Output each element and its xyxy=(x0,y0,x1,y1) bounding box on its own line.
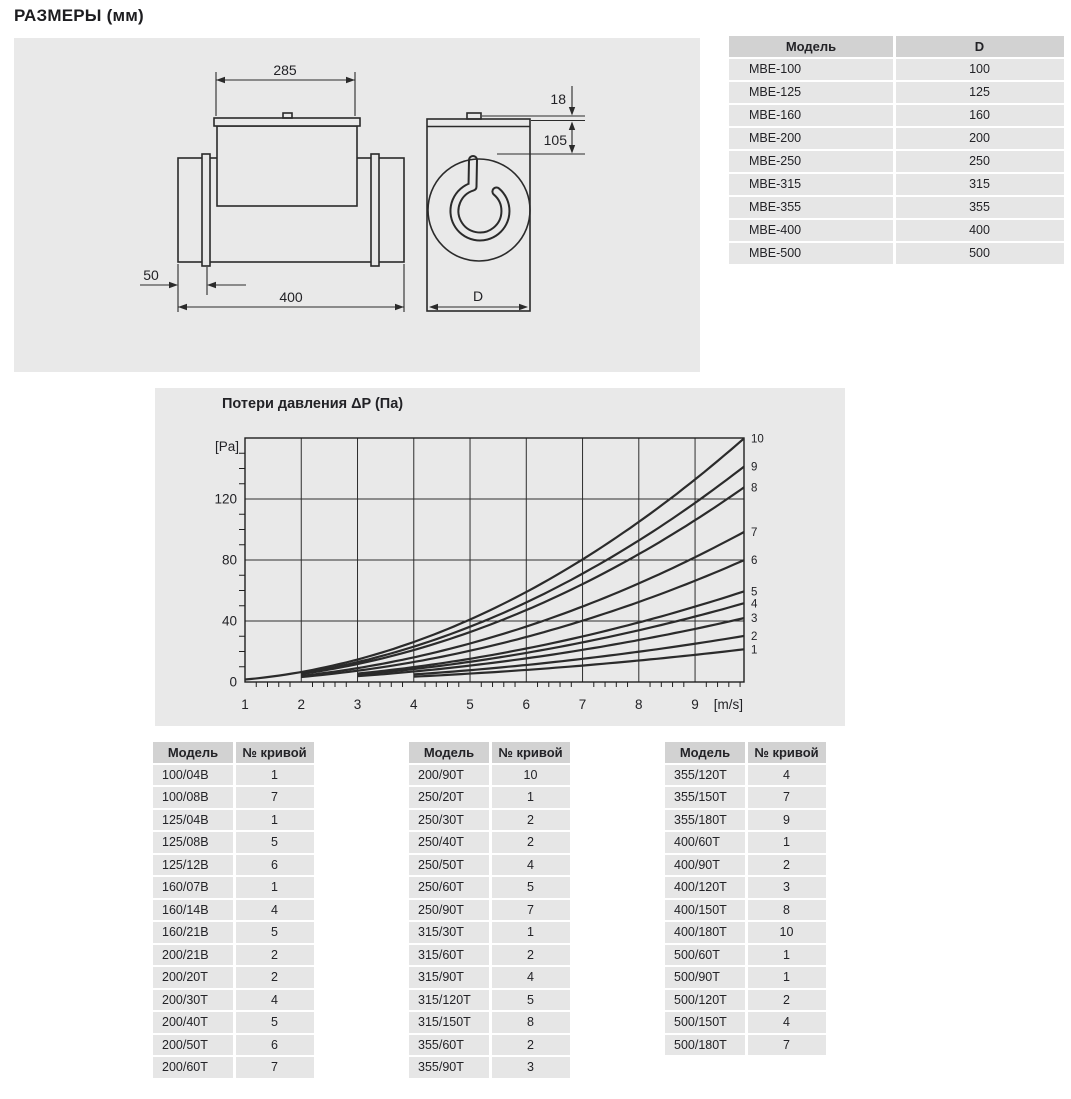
model-cell: 200/60T xyxy=(153,1057,233,1078)
table-row xyxy=(665,832,826,853)
curve-label-3: 3 xyxy=(751,613,758,626)
table-row xyxy=(729,174,1064,195)
model-cell: MBE-355 xyxy=(729,197,893,218)
pressure-curve-10 xyxy=(245,438,744,679)
pressure-loss-chart xyxy=(155,388,845,726)
side-view-lid-tab xyxy=(467,113,481,119)
x-tick-label: 4 xyxy=(410,697,418,712)
value-cell: 7 xyxy=(748,1035,826,1056)
table-row xyxy=(729,105,1064,126)
table-row xyxy=(409,832,570,853)
model-cell: 250/60T xyxy=(409,877,489,898)
value-cell: 2 xyxy=(748,990,826,1011)
dim-18-105-lines xyxy=(482,86,585,154)
dim-label-18: 18 xyxy=(550,91,566,107)
table-row xyxy=(409,1057,570,1078)
value-cell: 1 xyxy=(748,832,826,853)
chart-title: Потери давления ΔP (Па) xyxy=(222,396,404,412)
model-cell: 200/50T xyxy=(153,1035,233,1056)
curve-label-9: 9 xyxy=(751,461,758,474)
front-view-terminal-box xyxy=(217,126,357,206)
model-diameter-table xyxy=(729,36,1064,266)
curve-label-10: 10 xyxy=(751,433,764,446)
model-cell: 400/90T xyxy=(665,855,745,876)
value-cell: 500 xyxy=(896,243,1064,264)
table-row xyxy=(729,82,1064,103)
value-cell: 5 xyxy=(236,922,314,943)
table-row xyxy=(729,243,1064,264)
model-cell: 125/08B xyxy=(153,832,233,853)
table-row xyxy=(153,1057,314,1078)
value-cell: 2 xyxy=(236,967,314,988)
table-row xyxy=(665,877,826,898)
model-cell: 315/150T xyxy=(409,1012,489,1033)
table-row xyxy=(409,990,570,1011)
model-cell: 400/120T xyxy=(665,877,745,898)
table-row xyxy=(153,877,314,898)
model-cell: 125/12B xyxy=(153,855,233,876)
dim-285-lines xyxy=(216,72,355,116)
table-row xyxy=(729,151,1064,172)
dimensions-drawing-panel xyxy=(14,38,700,372)
curve-label-4: 4 xyxy=(751,598,758,611)
curve-label-6: 6 xyxy=(751,555,758,568)
value-cell: 1 xyxy=(748,967,826,988)
model-cell: 250/30T xyxy=(409,810,489,831)
value-cell: 400 xyxy=(896,220,1064,241)
table-row xyxy=(665,810,826,831)
curve-label-8: 8 xyxy=(751,482,758,495)
model-cell: 400/60T xyxy=(665,832,745,853)
model-cell: 200/20T xyxy=(153,967,233,988)
model-cell: 250/90T xyxy=(409,900,489,921)
model-cell: 500/60T xyxy=(665,945,745,966)
model-cell: 400/180T xyxy=(665,922,745,943)
table-row xyxy=(665,1035,826,1056)
table-row xyxy=(665,945,826,966)
model-cell: 400/150T xyxy=(665,900,745,921)
value-cell: 5 xyxy=(492,877,570,898)
model-cell: MBE-250 xyxy=(729,151,893,172)
value-cell: 250 xyxy=(896,151,1064,172)
value-cell: 6 xyxy=(236,1035,314,1056)
front-view-left-flange xyxy=(202,154,210,266)
y-tick-label: 40 xyxy=(221,613,237,629)
value-cell: 4 xyxy=(492,967,570,988)
value-cell: 10 xyxy=(492,765,570,786)
table-header-row xyxy=(729,36,1064,57)
y-tick-label: 80 xyxy=(221,552,237,568)
value-cell: 7 xyxy=(748,787,826,808)
x-tick-label: 1 xyxy=(241,697,249,712)
table-row xyxy=(665,1012,826,1033)
table-row xyxy=(153,810,314,831)
table-row xyxy=(729,197,1064,218)
value-cell: 4 xyxy=(492,855,570,876)
value-cell: 2 xyxy=(492,810,570,831)
table-row xyxy=(153,1035,314,1056)
dim-label-D: D xyxy=(472,288,484,304)
column-header: Модель xyxy=(729,36,893,57)
table-row xyxy=(729,128,1064,149)
table-row xyxy=(665,967,826,988)
curve-table-1 xyxy=(153,742,314,1080)
value-cell: 1 xyxy=(236,765,314,786)
y-axis-unit-label: [Pa] xyxy=(214,439,239,454)
curve-label-5: 5 xyxy=(751,586,758,599)
model-cell: 200/21B xyxy=(153,945,233,966)
model-cell: 125/04B xyxy=(153,810,233,831)
table-row xyxy=(153,855,314,876)
x-tick-label: 9 xyxy=(691,697,699,712)
value-cell: 355 xyxy=(896,197,1064,218)
table-row xyxy=(153,900,314,921)
model-cell: 500/150T xyxy=(665,1012,745,1033)
page-title: РАЗМЕРЫ (мм) xyxy=(14,6,144,25)
y-tick-label: 120 xyxy=(214,491,237,507)
model-cell: 355/120T xyxy=(665,765,745,786)
value-cell: 3 xyxy=(748,877,826,898)
value-cell: 1 xyxy=(748,945,826,966)
column-header: № кривой xyxy=(236,742,314,763)
y-tick-label: 0 xyxy=(229,674,237,690)
table-row xyxy=(665,765,826,786)
table-header-row xyxy=(153,742,314,763)
model-cell: MBE-500 xyxy=(729,243,893,264)
curve-label-1: 1 xyxy=(751,644,758,657)
value-cell: 1 xyxy=(236,877,314,898)
front-view-box-lid xyxy=(214,118,360,126)
table-row xyxy=(409,877,570,898)
model-cell: 315/30T xyxy=(409,922,489,943)
model-cell: 160/07B xyxy=(153,877,233,898)
model-cell: 200/30T xyxy=(153,990,233,1011)
value-cell: 8 xyxy=(492,1012,570,1033)
dim-label-285: 285 xyxy=(273,62,297,78)
x-tick-label: 3 xyxy=(353,697,362,712)
model-cell: 160/21B xyxy=(153,922,233,943)
table-row xyxy=(409,810,570,831)
front-view-right-flange xyxy=(371,154,379,266)
value-cell: 160 xyxy=(896,105,1064,126)
model-cell: 500/90T xyxy=(665,967,745,988)
curve-label-2: 2 xyxy=(751,630,758,643)
table-row xyxy=(409,967,570,988)
table-row xyxy=(729,59,1064,80)
value-cell: 4 xyxy=(236,900,314,921)
model-cell: 200/40T xyxy=(153,1012,233,1033)
model-cell: MBE-315 xyxy=(729,174,893,195)
column-header: D xyxy=(896,36,1064,57)
model-cell: MBE-100 xyxy=(729,59,893,80)
value-cell: 8 xyxy=(748,900,826,921)
model-cell: 200/90T xyxy=(409,765,489,786)
value-cell: 2 xyxy=(236,945,314,966)
value-cell: 1 xyxy=(492,787,570,808)
table-row xyxy=(153,922,314,943)
model-cell: 355/90T xyxy=(409,1057,489,1078)
side-view-duct-circle xyxy=(428,159,530,261)
model-cell: 100/08B xyxy=(153,787,233,808)
side-view-outline xyxy=(427,119,530,311)
table-row xyxy=(665,900,826,921)
dim-label-50: 50 xyxy=(143,267,159,283)
value-cell: 9 xyxy=(748,810,826,831)
table-row xyxy=(409,945,570,966)
value-cell: 5 xyxy=(492,990,570,1011)
value-cell: 200 xyxy=(896,128,1064,149)
curve-table-2 xyxy=(409,742,570,1080)
value-cell: 7 xyxy=(492,900,570,921)
model-cell: MBE-200 xyxy=(729,128,893,149)
value-cell: 1 xyxy=(492,922,570,943)
value-cell: 100 xyxy=(896,59,1064,80)
table-header-row xyxy=(665,742,826,763)
table-row xyxy=(409,855,570,876)
model-cell: MBE-400 xyxy=(729,220,893,241)
model-cell: 355/60T xyxy=(409,1035,489,1056)
column-header: № кривой xyxy=(748,742,826,763)
model-cell: 315/90T xyxy=(409,967,489,988)
table-row xyxy=(665,787,826,808)
value-cell: 7 xyxy=(236,1057,314,1078)
value-cell: 4 xyxy=(748,765,826,786)
x-tick-label: 7 xyxy=(578,697,587,712)
value-cell: 4 xyxy=(236,990,314,1011)
table-row xyxy=(153,832,314,853)
value-cell: 2 xyxy=(492,945,570,966)
pressure-curve-4 xyxy=(358,603,745,674)
table-row xyxy=(409,787,570,808)
table-row xyxy=(153,765,314,786)
model-cell: 500/180T xyxy=(665,1035,745,1056)
value-cell: 5 xyxy=(236,1012,314,1033)
pressure-loss-chart-panel xyxy=(155,388,845,726)
column-header: Модель xyxy=(409,742,489,763)
table-row xyxy=(409,765,570,786)
value-cell: 3 xyxy=(492,1057,570,1078)
table-row xyxy=(153,990,314,1011)
model-cell: 315/60T xyxy=(409,945,489,966)
curve-table-3 xyxy=(665,742,826,1057)
value-cell: 315 xyxy=(896,174,1064,195)
model-cell: 250/20T xyxy=(409,787,489,808)
table-row xyxy=(409,1012,570,1033)
x-tick-label: 2 xyxy=(297,697,306,712)
model-cell: MBE-125 xyxy=(729,82,893,103)
model-cell: 355/180T xyxy=(665,810,745,831)
table-row xyxy=(153,1012,314,1033)
table-row xyxy=(665,922,826,943)
table-row xyxy=(409,1035,570,1056)
value-cell: 2 xyxy=(748,855,826,876)
pressure-curve-9 xyxy=(301,467,744,674)
column-header: Модель xyxy=(665,742,745,763)
table-row xyxy=(409,922,570,943)
value-cell: 6 xyxy=(236,855,314,876)
value-cell: 4 xyxy=(748,1012,826,1033)
value-cell: 10 xyxy=(748,922,826,943)
model-cell: 355/150T xyxy=(665,787,745,808)
table-row xyxy=(665,990,826,1011)
x-axis-unit-label: [m/s] xyxy=(713,697,743,712)
table-row xyxy=(729,220,1064,241)
model-cell: 100/04B xyxy=(153,765,233,786)
value-cell: 2 xyxy=(492,1035,570,1056)
value-cell: 125 xyxy=(896,82,1064,103)
value-cell: 2 xyxy=(492,832,570,853)
value-cell: 7 xyxy=(236,787,314,808)
x-tick-label: 8 xyxy=(635,697,643,712)
front-view-lid-tab xyxy=(283,113,292,118)
table-header-row xyxy=(409,742,570,763)
x-tick-label: 6 xyxy=(522,697,531,712)
table-row xyxy=(665,855,826,876)
model-cell: 500/120T xyxy=(665,990,745,1011)
column-header: Модель xyxy=(153,742,233,763)
table-row xyxy=(409,900,570,921)
dim-label-400: 400 xyxy=(279,289,303,305)
table-row xyxy=(153,945,314,966)
model-cell: MBE-160 xyxy=(729,105,893,126)
model-cell: 250/50T xyxy=(409,855,489,876)
dim-label-105: 105 xyxy=(543,132,567,148)
model-cell: 250/40T xyxy=(409,832,489,853)
model-cell: 315/120T xyxy=(409,990,489,1011)
table-row xyxy=(153,787,314,808)
column-header: № кривой xyxy=(492,742,570,763)
value-cell: 1 xyxy=(236,810,314,831)
model-cell: 160/14B xyxy=(153,900,233,921)
duct-heater-drawing xyxy=(14,38,700,372)
value-cell: 5 xyxy=(236,832,314,853)
curve-label-7: 7 xyxy=(751,526,758,539)
table-row xyxy=(153,967,314,988)
x-tick-label: 5 xyxy=(466,697,474,712)
